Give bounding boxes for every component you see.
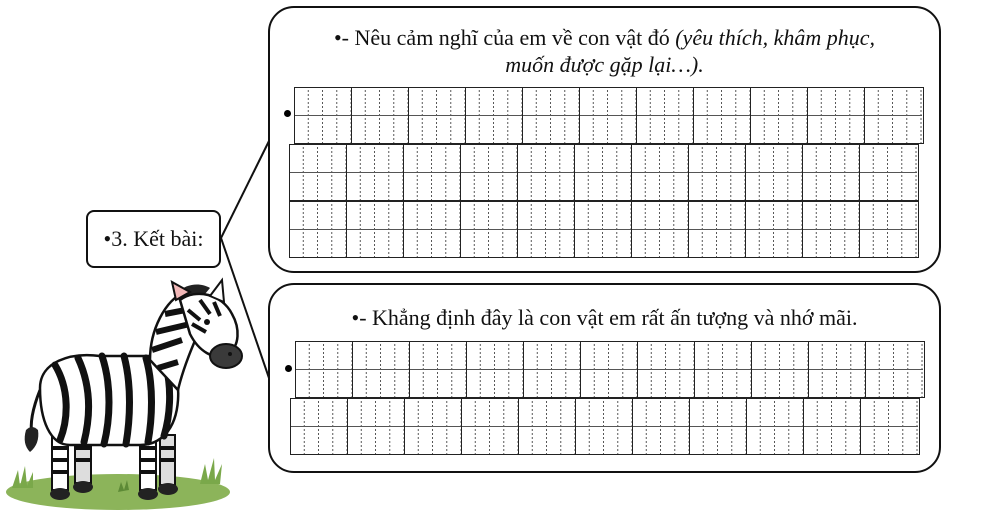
prompt-heading-feelings	[270, 24, 939, 78]
bullet-icon	[284, 110, 291, 117]
grid-cell[interactable]	[808, 88, 865, 143]
grid-cell[interactable]	[804, 399, 861, 454]
grid-cell[interactable]	[580, 88, 637, 143]
section-label-ket-bai	[86, 210, 221, 268]
grid-cell[interactable]	[347, 145, 404, 200]
grid-cell[interactable]	[295, 88, 352, 143]
grid-cell[interactable]	[632, 202, 689, 257]
grid-cell[interactable]	[291, 399, 348, 454]
prompt-heading-affirm	[270, 304, 939, 331]
writing-grid-row[interactable]	[289, 144, 919, 201]
writing-grid-row[interactable]	[294, 87, 924, 144]
grid-cell[interactable]	[689, 202, 746, 257]
heading-text: •- Khẳng định đây là con vật em rất ấn tượng và nhớ mãi.	[351, 305, 858, 330]
grid-cell[interactable]	[518, 145, 575, 200]
heading-text: •- Nêu cảm nghĩ của em về con vật đó	[333, 25, 676, 50]
grid-cell[interactable]	[467, 342, 524, 397]
grid-cell[interactable]	[746, 145, 803, 200]
grid-cell[interactable]	[809, 342, 866, 397]
grid-cell[interactable]	[348, 399, 405, 454]
grid-cell[interactable]	[865, 88, 922, 143]
grid-cell[interactable]	[637, 88, 694, 143]
grid-cell[interactable]	[290, 202, 347, 257]
grid-cell[interactable]	[694, 88, 751, 143]
grid-cell[interactable]	[575, 145, 632, 200]
bullet-icon	[285, 365, 292, 372]
grid-cell[interactable]	[462, 399, 519, 454]
grid-cell[interactable]	[746, 202, 803, 257]
writing-grid-row[interactable]	[290, 398, 920, 455]
grid-cell[interactable]	[404, 202, 461, 257]
grid-cell[interactable]	[633, 399, 690, 454]
grid-cell[interactable]	[352, 88, 409, 143]
grid-cell[interactable]	[347, 202, 404, 257]
grid-cell[interactable]	[581, 342, 638, 397]
grid-cell[interactable]	[404, 145, 461, 200]
grid-cell[interactable]	[461, 145, 518, 200]
grid-cell[interactable]	[689, 145, 746, 200]
grid-cell[interactable]	[353, 342, 410, 397]
grid-cell[interactable]	[524, 342, 581, 397]
grid-cell[interactable]	[751, 88, 808, 143]
grid-cell[interactable]	[576, 399, 633, 454]
grid-cell[interactable]	[690, 399, 747, 454]
grid-cell[interactable]	[290, 145, 347, 200]
grid-cell[interactable]	[747, 399, 804, 454]
grid-cell[interactable]	[866, 342, 923, 397]
grid-cell[interactable]	[803, 145, 860, 200]
grid-cell[interactable]	[410, 342, 467, 397]
grid-cell[interactable]	[518, 202, 575, 257]
grid-cell[interactable]	[860, 145, 917, 200]
grid-cell[interactable]	[405, 399, 462, 454]
grid-cell[interactable]	[803, 202, 860, 257]
grid-cell[interactable]	[632, 145, 689, 200]
grid-cell[interactable]	[409, 88, 466, 143]
grid-cell[interactable]	[519, 399, 576, 454]
grid-cell[interactable]	[860, 202, 917, 257]
grid-cell[interactable]	[695, 342, 752, 397]
grid-cell[interactable]	[461, 202, 518, 257]
zebra-illustration	[0, 270, 260, 520]
section-label-text: •3. Kết bài:	[103, 226, 204, 251]
writing-grid-row[interactable]	[289, 201, 919, 258]
grid-cell[interactable]	[752, 342, 809, 397]
grid-cell[interactable]	[296, 342, 353, 397]
writing-grid-row[interactable]	[295, 341, 925, 398]
grid-cell[interactable]	[575, 202, 632, 257]
heading-italic-line2: muốn được gặp lại…).	[505, 52, 704, 77]
grid-cell[interactable]	[466, 88, 523, 143]
grid-cell[interactable]	[523, 88, 580, 143]
grid-cell[interactable]	[638, 342, 695, 397]
heading-italic-text: (yêu thích, khâm phục,	[675, 25, 875, 50]
grid-cell[interactable]	[861, 399, 918, 454]
